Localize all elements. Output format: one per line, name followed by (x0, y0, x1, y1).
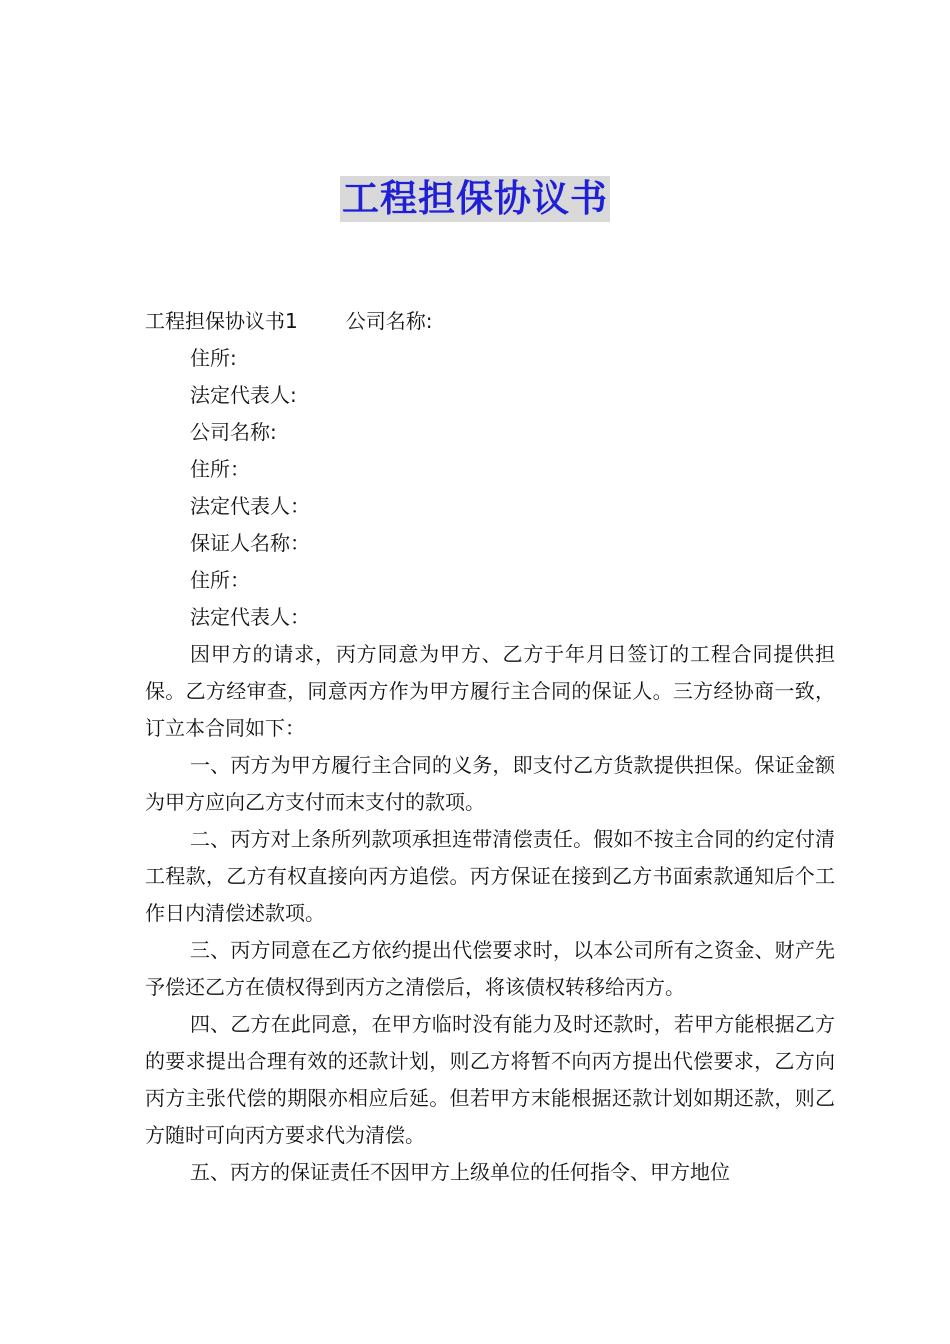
field-address-3: 住所： (190, 568, 250, 592)
paragraph-clause-4: 四、乙方在此同意，在甲方临时没有能力及时还款时，若甲方能根据乙方的要求提出合理有效的还款计划，则乙方将暂不向丙方提出代偿要求，乙方向丙方主张代偿的期限亦相应后延。但若甲方末能根据还款计划如期还款，则乙方随时可向丙方要求代为清偿。 (145, 1012, 835, 1147)
paragraph-clause-2: 二、丙方对上条所列款项承担连带清偿责任。假如不按主合同的约定付清工程款，乙方有权直接向丙方追偿。丙方保证在接到乙方书面索款通知后个工作日内清偿述款项。 (145, 827, 835, 925)
company-label: 公司名称: (345, 309, 433, 333)
document-title: 工程担保协议书 (342, 177, 608, 220)
field-guarantor-name: 保证人名称： (190, 531, 310, 555)
doc-label: 工程担保协议书1 (145, 309, 298, 333)
document-body (145, 303, 835, 1191)
field-legal-rep-3: 法定代表人： (190, 605, 310, 629)
field-company-name-2: 公司名称: (190, 420, 277, 444)
paragraph-clause-1: 一、丙方为甲方履行主合同的义务，即支付乙方货款提供担保。保证金额为甲方应向乙方支付而末支付的款项。 (145, 753, 835, 814)
paragraph-preamble: 因甲方的请求，丙方同意为甲方、乙方于年月日签订的工程合同提供担保。乙方经审查，同意丙方作为甲方履行主合同的保证人。三方经协商一致，订立本合同如下： (145, 642, 835, 740)
header-line (145, 303, 835, 340)
title-area (0, 176, 950, 222)
paragraph-clause-3: 三、丙方同意在乙方依约提出代偿要求时，以本公司所有之资金、财产先予偿还乙方在债权得到丙方之清偿后，将该债权转移给丙方。 (145, 938, 835, 999)
field-address-1: 住所: (190, 346, 237, 370)
field-legal-rep-2: 法定代表人： (190, 494, 310, 518)
field-address-2: 住所： (190, 457, 250, 481)
field-legal-rep-1: 法定代表人: (190, 383, 297, 407)
paragraph-clause-5: 五、丙方的保证责任不因甲方上级单位的任何指令、甲方地位 (190, 1160, 730, 1184)
